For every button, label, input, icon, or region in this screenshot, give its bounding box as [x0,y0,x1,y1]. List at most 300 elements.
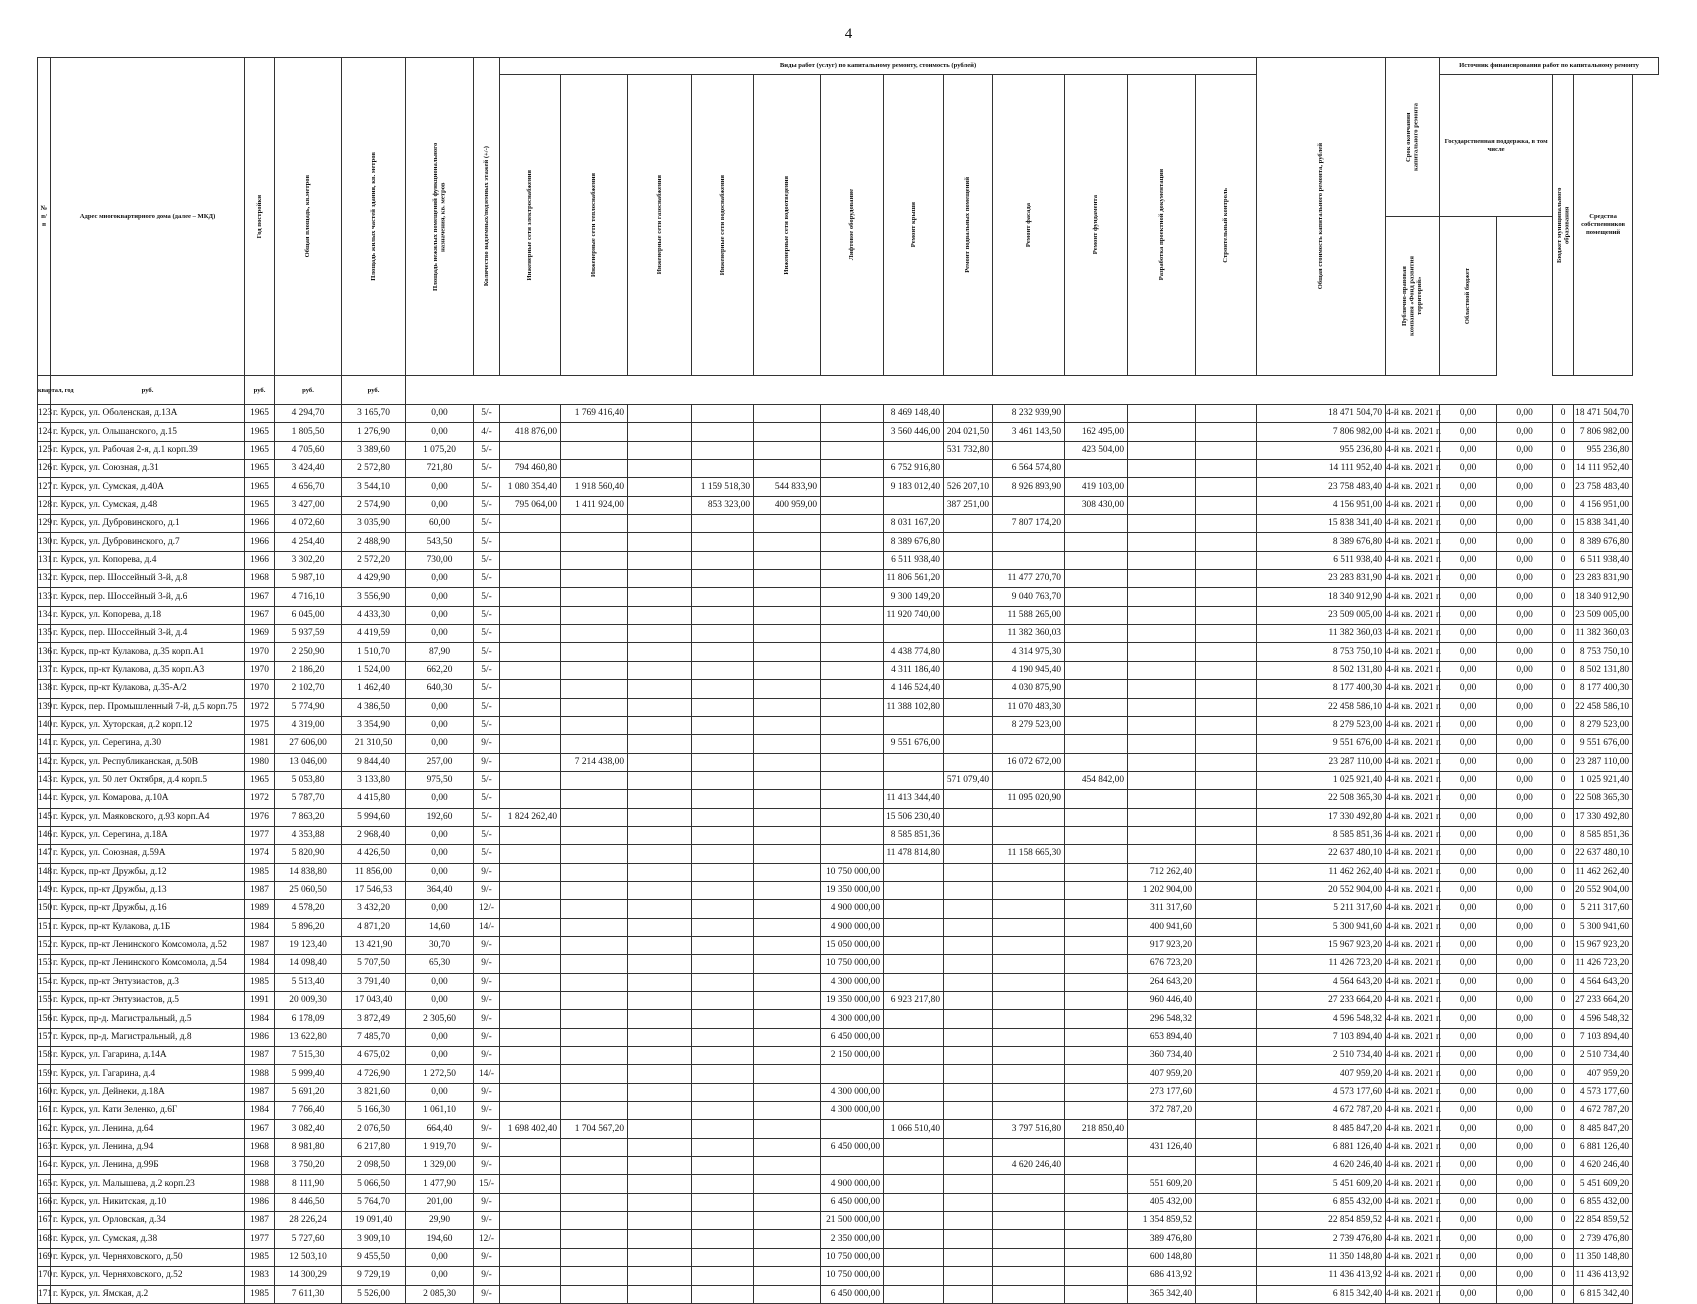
row-work-cost: 1 202 904,00 [1128,881,1196,899]
row-work-cost [500,1010,561,1028]
row-work-cost [944,588,993,606]
row-work-cost: 16 072 672,00 [993,753,1065,771]
row-regional-budget: 0,00 [1497,973,1553,991]
row-work-cost: 8 926 893,90 [993,478,1065,496]
row-number: 165 [38,1175,51,1193]
row-floors: 5/- [474,405,500,423]
row-work-cost [821,478,884,496]
row-address: г. Курск, ул. Копорева, д.18 [51,606,245,624]
row-work-cost [754,680,821,698]
row-work-cost [500,735,561,753]
row-regional-budget: 0,00 [1497,900,1553,918]
row-work-cost [561,1138,628,1156]
row-fund: 0,00 [1440,698,1497,716]
row-year: 1966 [245,515,275,533]
row-owners-funds: 18 471 504,70 [1574,405,1633,423]
row-work-cost [1128,1157,1196,1175]
row-nonresidential-area: 0,00 [406,606,474,624]
row-year: 1989 [245,900,275,918]
row-municipal-budget: 0 [1553,900,1574,918]
row-work-cost [754,973,821,991]
row-work-cost [692,973,754,991]
row-year: 1987 [245,1047,275,1065]
row-work-cost [1196,551,1257,569]
row-living-area: 3 556,90 [342,588,406,606]
row-address: г. Курск, ул. Сумская, д.48 [51,496,245,514]
row-total-area: 28 226,24 [275,1212,342,1230]
row-work-cost [628,1028,692,1046]
row-number: 132 [38,570,51,588]
row-work-cost [993,1285,1065,1303]
row-fund: 0,00 [1440,992,1497,1010]
row-regional-budget: 0,00 [1497,845,1553,863]
row-address: г. Курск, пр-кт Кулакова, д.35 корп.А1 [51,643,245,661]
row-work-cost [754,441,821,459]
row-work-cost [561,808,628,826]
row-term: 4-й кв. 2021 г. [1386,771,1440,789]
row-work-cost: 1 824 262,40 [500,808,561,826]
row-work-cost [561,826,628,844]
row-work-cost [692,1230,754,1248]
row-regional-budget: 0,00 [1497,881,1553,899]
row-work-cost [884,625,944,643]
row-work-cost [1065,900,1128,918]
capital-repair-register-table [37,57,1659,1304]
row-municipal-budget: 0 [1553,625,1574,643]
row-work-cost [884,918,944,936]
row-work-cost [692,606,754,624]
header-fund: Публично-правовая компания «Фонд развития территорий» [1386,217,1440,376]
row-year: 1988 [245,1065,275,1083]
table-row [38,771,1659,789]
row-work-cost: 9 551 676,00 [884,735,944,753]
row-regional-budget: 0,00 [1497,716,1553,734]
table-row [38,606,1659,624]
row-work-cost [821,551,884,569]
row-nonresidential-area: 0,00 [406,1248,474,1266]
row-term: 4-й кв. 2021 г. [1386,936,1440,954]
row-work-cost: 917 923,20 [1128,936,1196,954]
row-total-cost: 23 287 110,00 [1257,753,1386,771]
row-work-cost [884,1175,944,1193]
row-work-cost [500,1175,561,1193]
row-work-cost: 11 920 740,00 [884,606,944,624]
row-work-cost [821,1065,884,1083]
table-row [38,1285,1659,1303]
row-work-cost: 11 477 270,70 [993,570,1065,588]
row-number: 148 [38,863,51,881]
row-floors: 9/- [474,1120,500,1138]
row-regional-budget: 0,00 [1497,955,1553,973]
row-work-cost [500,1285,561,1303]
table-row [38,588,1659,606]
row-address: г. Курск, ул. Хуторская, д.2 корп.12 [51,716,245,734]
row-total-cost: 6 855 432,00 [1257,1193,1386,1211]
row-address: г. Курск, ул. Дейнеки, д.18А [51,1083,245,1101]
row-work-cost: 407 959,20 [1128,1065,1196,1083]
row-total-cost: 4 573 177,60 [1257,1083,1386,1101]
row-work-cost [1196,936,1257,954]
row-work-cost [944,606,993,624]
row-year: 1987 [245,936,275,954]
row-term: 4-й кв. 2021 г. [1386,606,1440,624]
row-work-cost [1196,423,1257,441]
row-work-cost [944,936,993,954]
row-nonresidential-area: 2 305,60 [406,1010,474,1028]
row-work-cost [1196,570,1257,588]
row-work-cost [884,716,944,734]
row-work-cost [884,1102,944,1120]
row-address: г. Курск, пр-кт Дружбы, д.13 [51,881,245,899]
row-work-cost [821,643,884,661]
row-work-cost [1065,992,1128,1010]
row-term: 4-й кв. 2021 г. [1386,753,1440,771]
row-number: 145 [38,808,51,826]
row-number: 123 [38,405,51,423]
row-work-cost: 273 177,60 [1128,1083,1196,1101]
row-municipal-budget: 0 [1553,570,1574,588]
row-work-cost [561,680,628,698]
row-work-cost [561,716,628,734]
row-living-area: 5 526,00 [342,1285,406,1303]
row-work-cost [944,973,993,991]
row-address: г. Курск, ул. Союзная, д.59А [51,845,245,863]
row-municipal-budget: 0 [1553,790,1574,808]
row-work-cost [993,533,1065,551]
row-floors: 9/- [474,753,500,771]
row-work-cost [692,515,754,533]
row-total-cost: 22 508 365,30 [1257,790,1386,808]
header-work-gas: Инженерные сети газоснабжения [628,75,692,376]
row-work-cost [500,606,561,624]
row-term: 4-й кв. 2021 г. [1386,1138,1440,1156]
row-nonresidential-area: 1 919,70 [406,1138,474,1156]
row-work-cost: 11 806 561,20 [884,570,944,588]
row-living-area: 4 386,50 [342,698,406,716]
row-work-cost [754,826,821,844]
row-work-cost: 8 031 167,20 [884,515,944,533]
row-work-cost [944,900,993,918]
row-number: 143 [38,771,51,789]
row-work-cost: 11 095 020,90 [993,790,1065,808]
table-row [38,551,1659,569]
row-work-cost [1065,551,1128,569]
row-regional-budget: 0,00 [1497,1285,1553,1303]
row-nonresidential-area: 257,00 [406,753,474,771]
row-total-area: 5 999,40 [275,1065,342,1083]
row-floors: 12/- [474,1230,500,1248]
row-work-cost [561,1248,628,1266]
row-number: 164 [38,1157,51,1175]
row-term: 4-й кв. 2021 г. [1386,1028,1440,1046]
row-floors: 5/- [474,698,500,716]
row-regional-budget: 0,00 [1497,1083,1553,1101]
row-year: 1976 [245,808,275,826]
row-owners-funds: 9 551 676,00 [1574,735,1633,753]
row-municipal-budget: 0 [1553,808,1574,826]
row-work-cost [1065,1248,1128,1266]
row-regional-budget: 0,00 [1497,1248,1553,1266]
row-owners-funds: 23 509 005,00 [1574,606,1633,624]
row-work-cost: 21 500 000,00 [821,1212,884,1230]
row-work-cost: 1 698 402,40 [500,1120,561,1138]
row-work-cost [1128,753,1196,771]
row-floors: 9/- [474,1267,500,1285]
row-address: г. Курск, пер. Шоссейный 3-й, д.8 [51,570,245,588]
row-floors: 5/- [474,441,500,459]
row-work-cost [1128,460,1196,478]
header-regional-budget: Областной бюджет [1440,217,1497,376]
row-work-cost [561,643,628,661]
row-total-cost: 11 426 723,20 [1257,955,1386,973]
row-owners-funds: 7 806 982,00 [1574,423,1633,441]
row-regional-budget: 0,00 [1497,441,1553,459]
row-work-cost: 4 300 000,00 [821,1102,884,1120]
header-work-sewage: Инженерные сети водоотведения [754,75,821,376]
row-floors: 5/- [474,460,500,478]
row-municipal-budget: 0 [1553,735,1574,753]
row-address: г. Курск, пер. Шоссейный 3-й, д.6 [51,588,245,606]
row-living-area: 5 066,50 [342,1175,406,1193]
row-living-area: 13 421,90 [342,936,406,954]
row-work-cost [884,955,944,973]
row-work-cost [884,936,944,954]
row-fund: 0,00 [1440,460,1497,478]
row-work-cost [1128,1120,1196,1138]
row-address: г. Курск, ул. Орловская, д.34 [51,1212,245,1230]
row-regional-budget: 0,00 [1497,936,1553,954]
row-work-cost [561,515,628,533]
row-living-area: 4 426,50 [342,845,406,863]
row-work-cost [500,1248,561,1266]
row-total-area: 27 606,00 [275,735,342,753]
row-address: г. Курск, ул. Сумская, д.38 [51,1230,245,1248]
row-work-cost: 11 070 483,30 [993,698,1065,716]
row-municipal-budget: 0 [1553,643,1574,661]
row-owners-funds: 5 211 317,60 [1574,900,1633,918]
row-work-cost [561,1010,628,1028]
row-work-cost [500,698,561,716]
row-work-cost [692,1193,754,1211]
row-nonresidential-area: 364,40 [406,881,474,899]
row-work-cost [628,900,692,918]
row-work-cost: 7 807 174,20 [993,515,1065,533]
row-total-area: 20 009,30 [275,992,342,1010]
row-work-cost [628,753,692,771]
row-work-cost [628,1230,692,1248]
row-floors: 9/- [474,863,500,881]
row-floors: 9/- [474,973,500,991]
row-work-cost [628,625,692,643]
row-nonresidential-area: 1 075,20 [406,441,474,459]
row-work-cost [1196,992,1257,1010]
row-work-cost: 1 411 924,00 [561,496,628,514]
row-total-area: 14 300,29 [275,1267,342,1285]
row-work-cost [561,1065,628,1083]
row-nonresidential-area: 0,00 [406,790,474,808]
row-work-cost [944,698,993,716]
row-year: 1966 [245,551,275,569]
header-work-supervision: Строительный контроль [1196,75,1257,376]
row-work-cost [944,826,993,844]
row-fund: 0,00 [1440,881,1497,899]
row-number: 169 [38,1248,51,1266]
row-work-cost: 1 159 518,30 [692,478,754,496]
row-work-cost [754,735,821,753]
row-floors: 9/- [474,1157,500,1175]
row-total-cost: 955 236,80 [1257,441,1386,459]
row-work-cost [561,570,628,588]
row-address: г. Курск, ул. Серегина, д.18А [51,826,245,844]
row-work-cost [628,1175,692,1193]
row-work-cost [944,570,993,588]
row-work-cost [884,771,944,789]
row-work-cost [1065,863,1128,881]
row-work-cost: 6 450 000,00 [821,1285,884,1303]
unit-owners: руб. [342,376,406,405]
row-municipal-budget: 0 [1553,460,1574,478]
row-work-cost: 389 476,80 [1128,1230,1196,1248]
row-floors: 14/- [474,1065,500,1083]
row-total-area: 7 863,20 [275,808,342,826]
row-municipal-budget: 0 [1553,698,1574,716]
row-work-cost [692,1047,754,1065]
row-work-cost [821,405,884,423]
row-floors: 5/- [474,845,500,863]
row-total-cost: 8 389 676,80 [1257,533,1386,551]
row-work-cost [754,661,821,679]
row-floors: 9/- [474,1138,500,1156]
row-work-cost [884,441,944,459]
row-work-cost [993,1028,1065,1046]
row-work-cost: 19 350 000,00 [821,881,884,899]
table-row [38,900,1659,918]
row-work-cost: 6 564 574,80 [993,460,1065,478]
row-work-cost [500,1102,561,1120]
row-work-cost [1128,478,1196,496]
row-floors: 9/- [474,735,500,753]
row-work-cost: 1 769 416,40 [561,405,628,423]
row-work-cost [754,1102,821,1120]
row-term: 4-й кв. 2021 г. [1386,423,1440,441]
row-total-cost: 407 959,20 [1257,1065,1386,1083]
row-address: г. Курск, ул. Ольшанского, д.15 [51,423,245,441]
row-work-cost [754,808,821,826]
row-number: 134 [38,606,51,624]
row-work-cost [754,753,821,771]
row-municipal-budget: 0 [1553,1175,1574,1193]
row-work-cost [628,1102,692,1120]
row-work-cost [993,955,1065,973]
row-total-cost: 6 511 938,40 [1257,551,1386,569]
row-address: г. Курск, ул. Ямская, д.2 [51,1285,245,1303]
row-total-area: 3 750,20 [275,1157,342,1175]
row-year: 1970 [245,643,275,661]
header-owners-funds: Средства собственников помещений [1574,75,1633,376]
row-nonresidential-area: 2 085,30 [406,1285,474,1303]
row-work-cost [944,1230,993,1248]
row-number: 124 [38,423,51,441]
row-floors: 5/- [474,478,500,496]
row-address: г. Курск, ул. Черняховского, д.52 [51,1267,245,1285]
page-number: 4 [844,26,853,42]
row-work-cost [500,992,561,1010]
row-work-cost [1196,1193,1257,1211]
row-year: 1972 [245,698,275,716]
row-address: г. Курск, ул. Союзная, д.31 [51,460,245,478]
row-work-cost [628,661,692,679]
row-total-area: 4 578,20 [275,900,342,918]
row-year: 1968 [245,1138,275,1156]
row-work-cost [993,1212,1065,1230]
row-work-cost [561,735,628,753]
row-work-cost [628,1157,692,1175]
row-total-area: 5 937,59 [275,625,342,643]
row-term: 4-й кв. 2021 г. [1386,661,1440,679]
row-work-cost [1065,881,1128,899]
row-work-cost [821,1157,884,1175]
row-owners-funds: 15 838 341,40 [1574,515,1633,533]
row-living-area: 3 821,60 [342,1083,406,1101]
header-work-basement: Ремонт подвальных помещений [944,75,993,376]
row-regional-budget: 0,00 [1497,753,1553,771]
header-state-support: Государственная поддержка, в том числе [1440,75,1553,217]
unit-municipal: руб. [275,376,342,405]
row-work-cost: 6 752 916,80 [884,460,944,478]
row-regional-budget: 0,00 [1497,1175,1553,1193]
row-work-cost: 4 146 524,40 [884,680,944,698]
row-total-area: 7 611,30 [275,1285,342,1303]
row-work-cost [944,1138,993,1156]
row-address: г. Курск, ул. Дубровинского, д.1 [51,515,245,533]
row-nonresidential-area: 0,00 [406,698,474,716]
row-number: 156 [38,1010,51,1028]
row-total-cost: 4 620 246,40 [1257,1157,1386,1175]
row-living-area: 3 872,49 [342,1010,406,1028]
row-work-cost: 551 609,20 [1128,1175,1196,1193]
row-work-cost: 4 900 000,00 [821,900,884,918]
row-regional-budget: 0,00 [1497,1230,1553,1248]
row-total-area: 5 053,80 [275,771,342,789]
row-floors: 5/- [474,588,500,606]
row-year: 1969 [245,625,275,643]
row-work-cost: 10 750 000,00 [821,1267,884,1285]
table-row [38,716,1659,734]
row-work-cost: 4 030 875,90 [993,680,1065,698]
row-living-area: 17 546,53 [342,881,406,899]
row-living-area: 5 994,60 [342,808,406,826]
row-work-cost [628,936,692,954]
row-total-area: 4 254,40 [275,533,342,551]
row-work-cost [500,1230,561,1248]
row-total-cost: 8 177 400,30 [1257,680,1386,698]
row-fund: 0,00 [1440,441,1497,459]
row-work-cost [884,881,944,899]
row-living-area: 1 276,90 [342,423,406,441]
row-work-cost: 15 506 230,40 [884,808,944,826]
row-owners-funds: 11 426 723,20 [1574,955,1633,973]
row-address: г. Курск, пр-кт Кулакова, д.35 корп.А3 [51,661,245,679]
row-work-cost [1196,698,1257,716]
row-term: 4-й кв. 2021 г. [1386,1212,1440,1230]
row-living-area: 7 485,70 [342,1028,406,1046]
row-total-area: 14 838,80 [275,863,342,881]
row-work-cost [1065,533,1128,551]
row-work-cost [993,735,1065,753]
row-work-cost [500,918,561,936]
table-row [38,955,1659,973]
row-work-cost [628,551,692,569]
